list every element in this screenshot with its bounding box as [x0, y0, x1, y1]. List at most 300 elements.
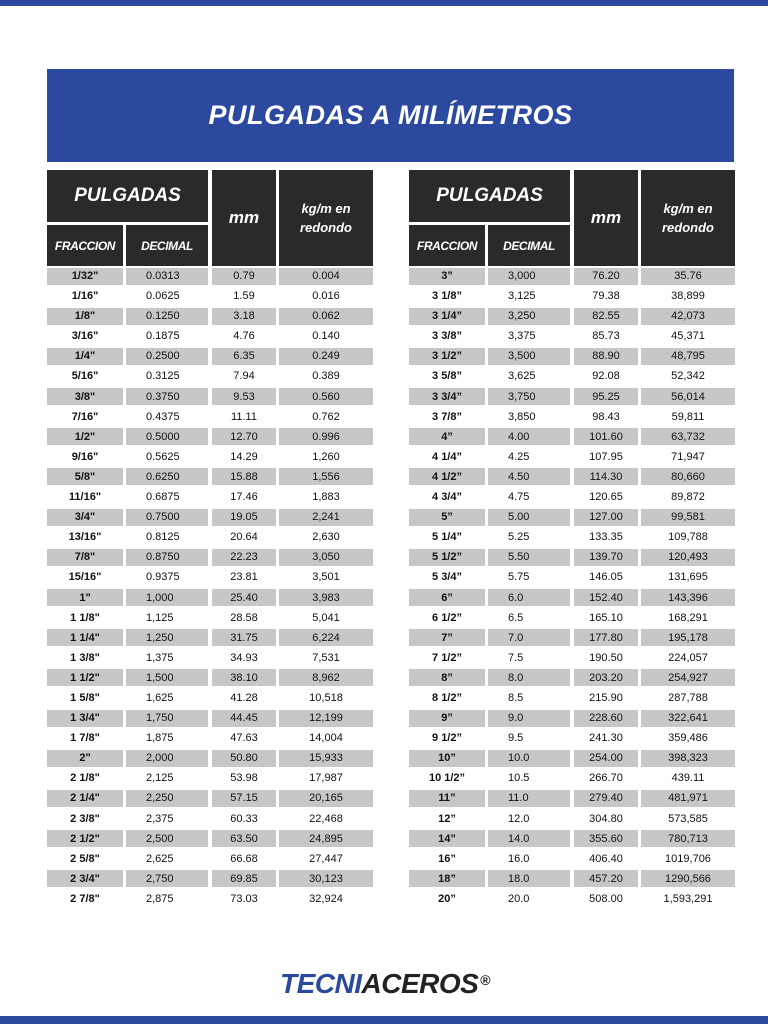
cell-mm: 76.20 — [574, 268, 638, 285]
cell-kg-per-m: 10,518 — [309, 691, 343, 704]
cell-decimal: 0.5000 — [126, 428, 208, 445]
cell-fraccion: 2 5/8" — [70, 852, 100, 865]
cell-kg-per-m: 0.389 — [312, 370, 340, 383]
cell-kg-per-m: 12,199 — [279, 710, 373, 727]
cell-mm: 165.10 — [589, 611, 623, 624]
table-row — [409, 407, 735, 427]
cell-decimal: 0.7500 — [126, 509, 208, 526]
cell-kg-per-m: 0.140 — [312, 330, 340, 343]
table-row — [47, 447, 373, 467]
cell-mm: 50.80 — [212, 750, 276, 767]
table-row — [47, 346, 373, 366]
cell-mm: 17.46 — [230, 491, 258, 504]
table-row — [47, 387, 373, 407]
cell-mm: 146.05 — [589, 571, 623, 584]
cell-decimal: 1,125 — [146, 611, 174, 624]
cell-fraccion: 1/2" — [47, 428, 123, 445]
cell-mm: 203.20 — [574, 669, 638, 686]
cell-fraccion: 13/16" — [68, 531, 102, 544]
cell-fraccion: 2 7/8" — [70, 892, 100, 905]
cell-mm: 22.23 — [212, 549, 276, 566]
cell-mm: 98.43 — [592, 410, 620, 423]
table-row — [47, 487, 373, 507]
cell-fraccion: 3 3/4” — [409, 388, 485, 405]
cell-decimal: 1,375 — [146, 651, 174, 664]
cell-decimal: 2,125 — [146, 772, 174, 785]
cell-mm: 20.64 — [230, 531, 258, 544]
cell-fraccion: 1/32" — [47, 268, 123, 285]
cell-fraccion: 3 7/8” — [432, 410, 462, 423]
table-row — [47, 407, 373, 427]
cell-kg-per-m: 32,924 — [309, 892, 343, 905]
cell-fraccion: 6” — [409, 589, 485, 606]
table-row — [409, 588, 735, 608]
table-row — [409, 266, 735, 286]
cell-decimal: 5.75 — [508, 571, 530, 584]
cell-kg-per-m: 1019,706 — [665, 852, 711, 865]
cell-mm: 190.50 — [589, 651, 623, 664]
cell-decimal: 2,625 — [146, 852, 174, 865]
cell-kg-per-m: 1,593,291 — [663, 892, 713, 905]
table-row — [409, 447, 735, 467]
cell-fraccion: 4” — [409, 428, 485, 445]
table-row — [409, 849, 735, 869]
header-pulgadas: PULGADAS — [409, 170, 570, 222]
cell-kg-per-m: 17,987 — [309, 772, 343, 785]
cell-decimal: 0.1875 — [146, 330, 180, 343]
table-row — [47, 628, 373, 648]
table-row — [409, 869, 735, 889]
cell-kg-per-m: 99,581 — [641, 509, 735, 526]
cell-kg-per-m: 89,872 — [671, 491, 705, 504]
table-row — [47, 366, 373, 386]
bottom-accent-bar — [0, 1016, 768, 1024]
cell-fraccion: 7 1/2” — [432, 651, 462, 664]
header-kg-line2: redondo — [300, 220, 352, 235]
cell-fraccion: 1 7/8" — [70, 732, 100, 745]
cell-kg-per-m: 131,695 — [668, 571, 708, 584]
table-row — [409, 748, 735, 768]
cell-fraccion: 4 1/2” — [409, 468, 485, 485]
cell-decimal: 16.0 — [508, 852, 530, 865]
logo-part-tecni: TECNI — [280, 968, 362, 999]
cell-decimal: 0.6250 — [126, 468, 208, 485]
cell-mm: 152.40 — [574, 589, 638, 606]
cell-fraccion: 5 3/4” — [432, 571, 462, 584]
cell-decimal: 10.0 — [488, 750, 570, 767]
cell-kg-per-m: 1290,566 — [641, 870, 735, 887]
cell-fraccion: 2 1/4" — [47, 790, 123, 807]
cell-mm: 406.40 — [589, 852, 623, 865]
cell-mm: 355.60 — [574, 830, 638, 847]
cell-fraccion: 2" — [47, 750, 123, 767]
cell-decimal: 3,500 — [488, 348, 570, 365]
conversion-table-left — [47, 170, 373, 909]
cell-kg-per-m: 15,933 — [279, 750, 373, 767]
cell-fraccion: 3/4" — [47, 509, 123, 526]
cell-mm: 133.35 — [589, 531, 623, 544]
cell-decimal: 4.00 — [488, 428, 570, 445]
cell-fraccion: 11” — [409, 790, 485, 807]
table-row — [47, 467, 373, 487]
cell-kg-per-m: 63,732 — [641, 428, 735, 445]
cell-decimal: 0.2500 — [126, 348, 208, 365]
table-row — [47, 306, 373, 326]
cell-decimal: 11.0 — [488, 790, 570, 807]
cell-decimal: 8.0 — [488, 669, 570, 686]
cell-kg-per-m: 71,947 — [671, 450, 705, 463]
cell-kg-per-m: 143,396 — [641, 589, 735, 606]
cell-decimal: 0.3125 — [146, 370, 180, 383]
cell-mm: 79.38 — [592, 290, 620, 303]
table-row — [409, 366, 735, 386]
cell-kg-per-m: 59,811 — [671, 410, 705, 423]
cell-decimal: 18.0 — [488, 870, 570, 887]
cell-mm: 279.40 — [574, 790, 638, 807]
cell-mm: 88.90 — [574, 348, 638, 365]
cell-kg-per-m: 6,224 — [279, 629, 373, 646]
cell-decimal: 2,000 — [126, 750, 208, 767]
cell-kg-per-m: 168,291 — [668, 611, 708, 624]
cell-fraccion: 6 1/2” — [432, 611, 462, 624]
cell-kg-per-m: 359,486 — [668, 732, 708, 745]
table-row — [47, 668, 373, 688]
cell-kg-per-m: 0.996 — [279, 428, 373, 445]
cell-fraccion: 1/8" — [47, 308, 123, 325]
cell-fraccion: 2 3/8" — [70, 812, 100, 825]
cell-fraccion: 2 1/2" — [47, 830, 123, 847]
cell-mm: 95.25 — [574, 388, 638, 405]
cell-decimal: 0.4375 — [146, 410, 180, 423]
header-fraccion: FRACCION — [47, 225, 123, 266]
cell-decimal: 0.5625 — [146, 450, 180, 463]
cell-mm: 73.03 — [230, 892, 258, 905]
cell-decimal: 1,000 — [126, 589, 208, 606]
table-row — [409, 306, 735, 326]
cell-fraccion: 8” — [409, 669, 485, 686]
header-kg-per-m — [641, 170, 735, 266]
cell-mm: 228.60 — [574, 710, 638, 727]
cell-kg-per-m: 2,241 — [279, 509, 373, 526]
cell-kg-per-m: 22,468 — [309, 812, 343, 825]
cell-decimal: 1,500 — [126, 669, 208, 686]
cell-mm: 11.11 — [231, 410, 257, 423]
cell-decimal: 3,125 — [508, 290, 536, 303]
cell-kg-per-m: 38,899 — [671, 290, 705, 303]
cell-kg-per-m: 322,641 — [641, 710, 735, 727]
page-title: PULGADAS A MILÍMETROS — [208, 100, 573, 130]
cell-kg-per-m: 109,788 — [668, 531, 708, 544]
cell-decimal: 14.0 — [488, 830, 570, 847]
cell-decimal: 10.5 — [508, 772, 530, 785]
table-row — [409, 487, 735, 507]
table-row — [409, 427, 735, 447]
cell-kg-per-m: 224,057 — [668, 651, 708, 664]
cell-mm: 19.05 — [212, 509, 276, 526]
cell-fraccion: 9” — [409, 710, 485, 727]
cell-kg-per-m: 439.11 — [671, 772, 705, 785]
cell-decimal: 3,750 — [488, 388, 570, 405]
table-row — [409, 608, 735, 628]
cell-mm: 266.70 — [589, 772, 623, 785]
cell-decimal: 6.0 — [488, 589, 570, 606]
cell-mm: 31.75 — [212, 629, 276, 646]
cell-fraccion: 15/16" — [68, 571, 102, 584]
cell-mm: 215.90 — [589, 691, 623, 704]
cell-fraccion: 5” — [409, 509, 485, 526]
cell-fraccion: 10” — [409, 750, 485, 767]
cell-kg-per-m: 48,795 — [641, 348, 735, 365]
cell-decimal: 2,375 — [146, 812, 174, 825]
cell-kg-per-m: 80,660 — [641, 468, 735, 485]
cell-mm: 69.85 — [212, 870, 276, 887]
cell-kg-per-m: 52,342 — [671, 370, 705, 383]
table-row — [409, 688, 735, 708]
cell-kg-per-m: 780,713 — [641, 830, 735, 847]
cell-mm: 60.33 — [230, 812, 258, 825]
cell-decimal: 1,625 — [146, 691, 174, 704]
table-row — [47, 608, 373, 628]
table-row — [47, 648, 373, 668]
table-row — [409, 648, 735, 668]
cell-kg-per-m: 3,983 — [279, 589, 373, 606]
cell-mm: 241.30 — [589, 732, 623, 745]
header-kg-line2: redondo — [662, 220, 714, 235]
cell-decimal: 7.0 — [488, 629, 570, 646]
table-row — [47, 547, 373, 567]
table-row — [47, 869, 373, 889]
cell-fraccion: 1/16" — [71, 290, 99, 303]
cell-mm: 177.80 — [574, 629, 638, 646]
cell-kg-per-m: 45,371 — [671, 330, 705, 343]
cell-kg-per-m: 195,178 — [641, 629, 735, 646]
cell-decimal: 5.25 — [508, 531, 530, 544]
cell-fraccion: 18” — [409, 870, 485, 887]
cell-fraccion: 12” — [438, 812, 456, 825]
table-body — [409, 266, 735, 909]
table-row — [47, 748, 373, 768]
cell-mm: 66.68 — [230, 852, 258, 865]
cell-fraccion: 1 1/2" — [47, 669, 123, 686]
cell-decimal: 2,250 — [126, 790, 208, 807]
cell-mm: 120.65 — [589, 491, 623, 504]
cell-kg-per-m: 20,165 — [279, 790, 373, 807]
cell-kg-per-m: 7,531 — [312, 651, 340, 664]
table-row — [409, 668, 735, 688]
table-row — [47, 688, 373, 708]
table-row — [47, 527, 373, 547]
cell-decimal: 9.5 — [508, 732, 524, 745]
cell-decimal: 0.6875 — [146, 491, 180, 504]
cell-mm: 107.95 — [589, 450, 623, 463]
cell-decimal: 12.0 — [508, 812, 530, 825]
table-header — [47, 170, 373, 266]
cell-decimal: 3,000 — [488, 268, 570, 285]
logo-part-aceros: ACEROS — [361, 968, 479, 999]
table-row — [47, 266, 373, 286]
header-kg-line1: kg/m en — [663, 201, 713, 216]
cell-kg-per-m: 2,630 — [312, 531, 340, 544]
cell-fraccion: 1 5/8" — [70, 691, 100, 704]
cell-kg-per-m: 0.762 — [312, 410, 340, 423]
table-row — [47, 286, 373, 306]
table-row — [409, 809, 735, 829]
cell-mm: 0.79 — [212, 268, 276, 285]
cell-mm: 23.81 — [230, 571, 258, 584]
cell-fraccion: 5 1/2” — [409, 549, 485, 566]
cell-fraccion: 4 1/4” — [432, 450, 462, 463]
cell-mm: 254.00 — [574, 750, 638, 767]
cell-fraccion: 1/4" — [47, 348, 123, 365]
cell-decimal: 4.75 — [508, 491, 530, 504]
cell-kg-per-m: 1,556 — [279, 468, 373, 485]
table-row — [409, 889, 735, 909]
cell-kg-per-m: 42,073 — [641, 308, 735, 325]
top-accent-bar — [0, 0, 768, 6]
cell-fraccion: 11/16" — [68, 491, 102, 504]
cell-decimal: 0.0625 — [146, 290, 180, 303]
table-row — [409, 829, 735, 849]
cell-mm: 53.98 — [230, 772, 258, 785]
cell-mm: 9.53 — [212, 388, 276, 405]
table-row — [409, 547, 735, 567]
cell-mm: 41.28 — [230, 691, 258, 704]
cell-kg-per-m: 1,883 — [312, 491, 340, 504]
cell-decimal: 4.50 — [488, 468, 570, 485]
cell-kg-per-m: 14,004 — [309, 732, 343, 745]
cell-mm: 114.30 — [574, 468, 638, 485]
cell-fraccion: 1 1/8" — [70, 611, 100, 624]
cell-fraccion: 1 3/8" — [70, 651, 100, 664]
table-row — [409, 507, 735, 527]
cell-decimal: 2,750 — [126, 870, 208, 887]
table-row — [47, 708, 373, 728]
cell-mm: 47.63 — [230, 732, 258, 745]
cell-mm: 92.08 — [592, 370, 620, 383]
cell-fraccion: 1" — [47, 589, 123, 606]
cell-kg-per-m: 0.560 — [279, 388, 373, 405]
cell-fraccion: 7/16" — [71, 410, 99, 423]
cell-decimal: 0.8125 — [146, 531, 180, 544]
cell-decimal: 6.5 — [508, 611, 524, 624]
cell-mm: 57.15 — [212, 790, 276, 807]
cell-fraccion: 5/16" — [71, 370, 99, 383]
cell-mm: 44.45 — [212, 710, 276, 727]
header-mm: mm — [212, 170, 276, 266]
cell-mm: 101.60 — [574, 428, 638, 445]
cell-fraccion: 10 1/2” — [428, 772, 466, 785]
table-row — [47, 849, 373, 869]
cell-decimal: 4.25 — [508, 450, 530, 463]
cell-kg-per-m: 0.004 — [279, 268, 373, 285]
cell-kg-per-m: 30,123 — [279, 870, 373, 887]
table-row — [47, 588, 373, 608]
cell-kg-per-m: 3,501 — [312, 571, 340, 584]
cell-decimal: 2,875 — [146, 892, 174, 905]
cell-decimal: 8.5 — [508, 691, 524, 704]
cell-fraccion: 3 1/8” — [432, 290, 462, 303]
cell-mm: 139.70 — [574, 549, 638, 566]
header-decimal: DECIMAL — [126, 225, 208, 266]
cell-fraccion: 3/8" — [47, 388, 123, 405]
table-row — [409, 467, 735, 487]
table-row — [409, 567, 735, 587]
table-row — [409, 527, 735, 547]
cell-decimal: 3,625 — [508, 370, 536, 383]
table-row — [47, 889, 373, 909]
cell-fraccion: 5/8" — [47, 468, 123, 485]
header-mm: mm — [574, 170, 638, 266]
cell-decimal: 1,750 — [126, 710, 208, 727]
table-header — [409, 170, 735, 266]
header-decimal: DECIMAL — [488, 225, 570, 266]
table-body — [47, 266, 373, 909]
table-row — [47, 728, 373, 748]
table-row — [409, 728, 735, 748]
cell-kg-per-m: 0.062 — [279, 308, 373, 325]
cell-decimal: 9.0 — [488, 710, 570, 727]
cell-fraccion: 16” — [438, 852, 456, 865]
table-row — [47, 326, 373, 346]
cell-mm: 7.94 — [233, 370, 255, 383]
cell-fraccion: 1 3/4" — [47, 710, 123, 727]
cell-kg-per-m: 3,050 — [279, 549, 373, 566]
cell-kg-per-m: 0.016 — [312, 290, 340, 303]
cell-decimal: 0.9375 — [146, 571, 180, 584]
cell-kg-per-m: 56,014 — [641, 388, 735, 405]
cell-mm: 85.73 — [592, 330, 620, 343]
cell-decimal: 1,250 — [126, 629, 208, 646]
table-row — [409, 628, 735, 648]
cell-fraccion: 5 1/4” — [432, 531, 462, 544]
table-row — [47, 788, 373, 808]
cell-mm: 38.10 — [212, 669, 276, 686]
table-row — [409, 286, 735, 306]
cell-decimal: 3,250 — [488, 308, 570, 325]
cell-mm: 12.70 — [212, 428, 276, 445]
cell-mm: 14.29 — [230, 450, 258, 463]
cell-decimal: 0.8750 — [126, 549, 208, 566]
table-row — [409, 387, 735, 407]
cell-decimal: 7.5 — [508, 651, 524, 664]
cell-mm: 34.93 — [230, 651, 258, 664]
title-banner — [47, 69, 734, 162]
cell-fraccion: 3 3/8” — [432, 330, 462, 343]
cell-mm: 304.80 — [589, 812, 623, 825]
cell-fraccion: 3 1/2” — [409, 348, 485, 365]
cell-decimal: 3,850 — [508, 410, 536, 423]
cell-kg-per-m: 120,493 — [641, 549, 735, 566]
cell-mm: 127.00 — [574, 509, 638, 526]
registered-mark: ® — [480, 972, 491, 988]
header-fraccion: FRACCION — [409, 225, 485, 266]
cell-kg-per-m: 24,895 — [279, 830, 373, 847]
cell-kg-per-m: 573,585 — [668, 812, 708, 825]
cell-mm: 457.20 — [574, 870, 638, 887]
cell-decimal: 5.50 — [488, 549, 570, 566]
cell-decimal: 20.0 — [508, 892, 530, 905]
cell-fraccion: 7/8" — [47, 549, 123, 566]
table-row — [47, 427, 373, 447]
cell-mm: 25.40 — [212, 589, 276, 606]
table-row — [47, 507, 373, 527]
tecniaceros-logo — [280, 968, 490, 1008]
header-kg-per-m — [279, 170, 373, 266]
cell-mm: 15.88 — [212, 468, 276, 485]
header-pulgadas: PULGADAS — [47, 170, 208, 222]
table-row — [47, 567, 373, 587]
cell-mm: 82.55 — [574, 308, 638, 325]
